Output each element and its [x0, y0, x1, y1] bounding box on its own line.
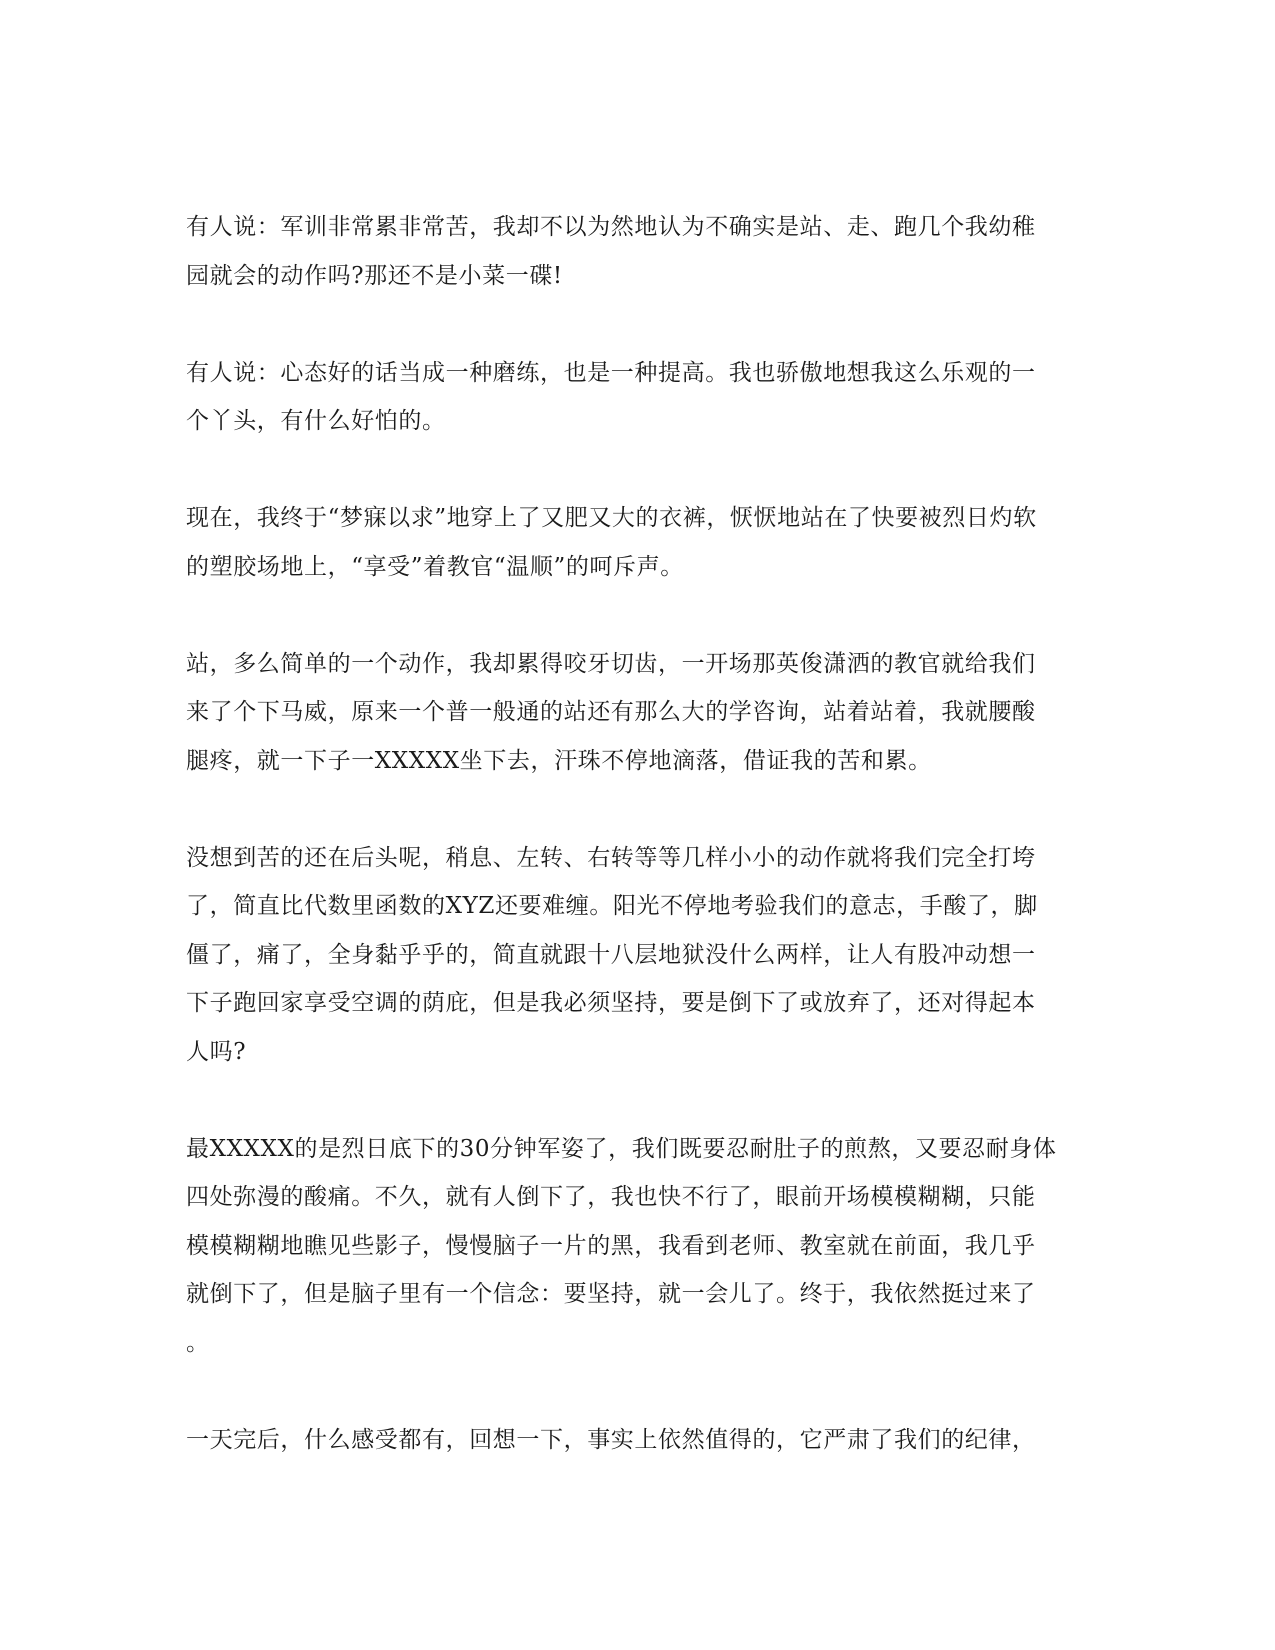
paragraph-line: 个丫头，有什么好怕的。 — [186, 408, 446, 434]
paragraph-line: 下子跑回家享受空调的荫庇，但是我必须坚持，要是倒下了或放弃了，还对得起本 — [186, 990, 1036, 1016]
paragraph-5 — [186, 834, 1090, 1077]
paragraph-line: 。 — [186, 1329, 210, 1356]
paragraph-line: 来了个下马威，原来一个普一般通的站还有那么大的学咨询，站着站着，我就腰酸 — [186, 699, 1036, 725]
paragraph-line: 有人说：心态好的话当成一种磨练，也是一种提高。我也骄傲地想我这么乐观的一 — [186, 359, 1036, 386]
paragraph-line: 就倒下了，但是脑子里有一个信念：要坚持，就一会儿了。终于，我依然挺过来了 — [186, 1281, 1036, 1307]
paragraph-6 — [186, 1125, 1090, 1368]
paragraph-line: 模模糊糊地瞧见些影子，慢慢脑子一片的黑，我看到老师、教室就在前面，我几乎 — [186, 1232, 1036, 1259]
paragraph-line: 有人说：军训非常累非常苦，我却不以为然地认为不确实是站、走、跑几个我幼稚 — [186, 214, 1036, 240]
paragraph-3 — [186, 494, 1090, 591]
paragraph-line: 最XXXXX的是烈日底下的30分钟军姿了，我们既要忍耐肚子的煎熬，又要忍耐身体 — [186, 1135, 1057, 1162]
paragraph-7 — [186, 1416, 1090, 1465]
paragraph-2 — [186, 349, 1090, 446]
paragraph-line: 园就会的动作吗?那还不是小菜一碟! — [186, 262, 563, 289]
paragraph-line: 没想到苦的还在后头呢，稍息、左转、右转等等几样小小的动作就将我们完全打垮 — [186, 844, 1036, 871]
paragraph-line: 腿疼，就一下子一XXXXX坐下去，汗珠不停地滴落，借证我的苦和累。 — [186, 747, 932, 774]
paragraph-line: 现在，我终于“梦寐以求”地穿上了又肥又大的衣裤，恹恹地站在了快要被烈日灼软 — [186, 505, 1037, 531]
paragraph-line: 一天完后，什么感受都有，回想一下，事实上依然值得的，它严肃了我们的纪律， — [186, 1426, 1036, 1453]
paragraph-line: 的塑胶场地上，“享受”着教官“温顺”的呵斥声。 — [186, 553, 684, 580]
paragraph-line: 僵了，痛了，全身黏乎乎的，简直就跟十八层地狱没什么两样，让人有股冲动想一 — [186, 941, 1036, 968]
document-body — [186, 203, 1090, 1513]
paragraph-line: 了，简直比代数里函数的XYZ还要难缠。阳光不停地考验我们的意志，手酸了，脚 — [186, 893, 1038, 919]
paragraph-line: 人吗? — [186, 1038, 247, 1065]
paragraph-line: 四处弥漫的酸痛。不久，就有人倒下了，我也快不行了，眼前开场模模糊糊，只能 — [186, 1184, 1036, 1210]
paragraph-4 — [186, 640, 1090, 786]
paragraph-1 — [186, 203, 1090, 300]
paragraph-line: 站，多么简单的一个动作，我却累得咬牙切齿，一开场那英俊潇洒的教官就给我们 — [186, 650, 1036, 677]
